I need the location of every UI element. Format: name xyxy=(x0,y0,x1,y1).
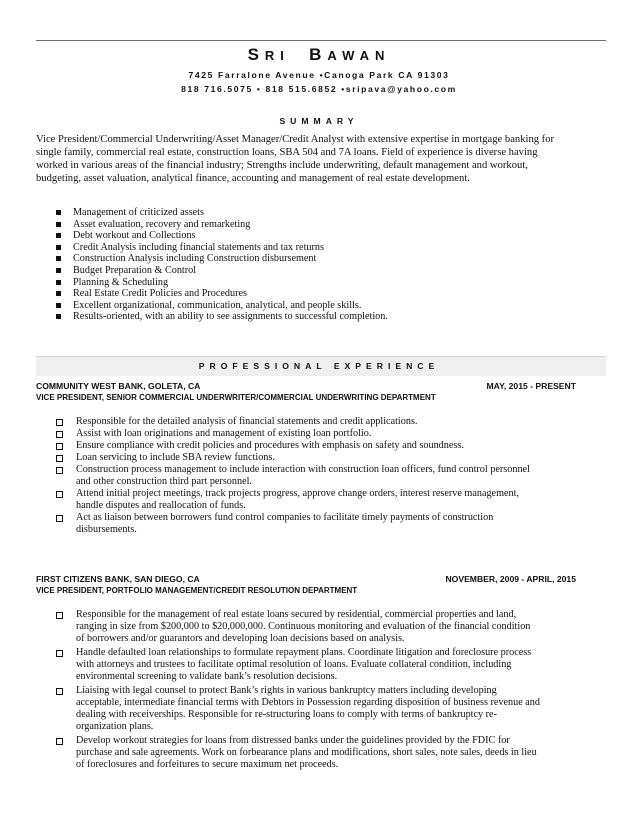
skill-item: Management of criticized assets xyxy=(52,207,592,219)
skill-item: Construction Analysis including Construction disbursement xyxy=(52,253,592,265)
skill-item: Excellent organizational, communication, analytical, and people skills. xyxy=(52,300,592,312)
checkbox-bullet-icon xyxy=(56,443,63,450)
square-bullet-icon xyxy=(56,256,61,261)
job-duties-list xyxy=(56,416,606,536)
square-bullet-icon xyxy=(56,268,61,273)
duty-item: Act as liaison between borrowers fund control companies to facilitate timely payments of construction disbursements. xyxy=(56,512,606,536)
address-line: 7425 Farralone Avenue •Canoga Park CA 91303 xyxy=(188,70,450,80)
square-bullet-icon xyxy=(56,233,61,238)
experience-heading: PROFESSIONAL EXPERIENCE xyxy=(198,361,440,371)
duty-item: Loan servicing to include SBA review functions. xyxy=(56,452,606,464)
header-rule xyxy=(36,40,606,41)
contact-line: 818 716.5075 • 818 515.6852 •sripava@yahoo.com xyxy=(181,84,457,94)
square-bullet-icon xyxy=(56,210,61,215)
job-title: VICE PRESIDENT, SENIOR COMMERCIAL UNDERWRITER/COMMERCIAL UNDERWRITING DEPARTMENT xyxy=(36,393,436,402)
candidate-name: SRI BAWAN xyxy=(247,45,391,64)
checkbox-bullet-icon xyxy=(56,467,63,474)
skills-list xyxy=(52,207,592,323)
checkbox-bullet-icon xyxy=(56,650,63,657)
skill-item: Budget Preparation & Control xyxy=(52,265,592,277)
duty-item: Develop workout strategies for loans from distressed banks under the guidelines provided by the FDIC for purchase and sale agreements. Work on forbearance plans and modifications, short sales, note sales, deeds in lieu of foreclosures and forfeitures to secure maximum net proceeds. xyxy=(56,735,606,771)
square-bullet-icon xyxy=(56,222,61,227)
employer-name: FIRST CITIZENS BANK, SAN DIEGO, CA xyxy=(36,574,200,584)
square-bullet-icon xyxy=(56,245,61,250)
checkbox-bullet-icon xyxy=(56,688,63,695)
duty-item: Handle defaulted loan relationships to formulate repayment plans. Coordinate litigation and foreclosure process with attorneys and trustees to facilitate optimal resolution of loans. Evaluate collateral condition, including environmental screening to validate bank’s resolution decisions. xyxy=(56,647,606,683)
checkbox-bullet-icon xyxy=(56,738,63,745)
skill-item: Asset evaluation, recovery and remarketing xyxy=(52,219,592,231)
skill-item: Credit Analysis including financial statements and tax returns xyxy=(52,242,592,254)
checkbox-bullet-icon xyxy=(56,515,63,522)
summary-paragraph xyxy=(36,133,606,185)
duty-item: Liaising with legal counsel to protect Bank’s rights in various bankruptcy matters including developing acceptable, intermediate financial terms with Debtors in Possession regarding disposition of business revenue and dealing with receiverships. Responsible for re-structuring loans to comply with terms of bankruptcy re- organization plans. xyxy=(56,685,606,733)
duty-item: Responsible for the detailed analysis of financial statements and credit applications. xyxy=(56,416,606,428)
skill-item: Results-oriented, with an ability to see assignments to successful completion. xyxy=(52,311,592,323)
summary-line: single family, commercial real estate, construction loans, SBA 504 and 7A loans. Field of experience is diverse having xyxy=(36,147,538,158)
duty-item: Responsible for the management of real estate loans secured by residential, commercial properties and land, ranging in size from $200,000 to $20,000,000. Continuous monitoring and evaluation of the financial condition of borrowers and/or guarantors and developing loan decisions based on analysis. xyxy=(56,609,606,645)
duty-item: Construction process management to include interaction with construction loan officers, fund control personnel and other construction third part personnel. xyxy=(56,464,606,488)
skill-item: Real Estate Credit Policies and Procedures xyxy=(52,288,592,300)
checkbox-bullet-icon xyxy=(56,491,63,498)
square-bullet-icon xyxy=(56,291,61,296)
job-title: VICE PRESIDENT, PORTFOLIO MANAGEMENT/CREDIT RESOLUTION DEPARTMENT xyxy=(36,586,358,595)
square-bullet-icon xyxy=(56,314,61,319)
duty-item: Ensure compliance with credit policies and procedures with emphasis on safety and soundness. xyxy=(56,440,606,452)
skill-item: Planning & Scheduling xyxy=(52,277,592,289)
employment-dates: NOVEMBER, 2009 - APRIL, 2015 xyxy=(445,574,576,584)
checkbox-bullet-icon xyxy=(56,455,63,462)
skill-item: Debt workout and Collections xyxy=(52,230,592,242)
checkbox-bullet-icon xyxy=(56,419,63,426)
job-duties-list xyxy=(56,609,606,773)
employment-dates: MAY, 2015 - PRESENT xyxy=(486,381,576,391)
summary-line: Vice President/Commercial Underwriting/Asset Manager/Credit Analyst with extensive expertise in mortgage banking for xyxy=(36,134,555,145)
duty-item: Attend initial project meetings, track projects progress, approve change orders, interest reserve management, handle disputes and reallocation of funds. xyxy=(56,488,606,512)
summary-line: budgeting, asset valuation, analytical finance, accounting and management of real estate development. xyxy=(36,173,470,184)
duty-item: Assist with loan originations and management of existing loan portfolio. xyxy=(56,428,606,440)
employer-name: COMMUNITY WEST BANK, GOLETA, CA xyxy=(36,381,201,391)
summary-line: worked in various areas of the financial industry; Strengths include underwriting, default management and workout, xyxy=(36,160,528,171)
checkbox-bullet-icon xyxy=(56,431,63,438)
square-bullet-icon xyxy=(56,303,61,308)
summary-heading: SUMMARY xyxy=(279,116,359,126)
square-bullet-icon xyxy=(56,280,61,285)
checkbox-bullet-icon xyxy=(56,612,63,619)
